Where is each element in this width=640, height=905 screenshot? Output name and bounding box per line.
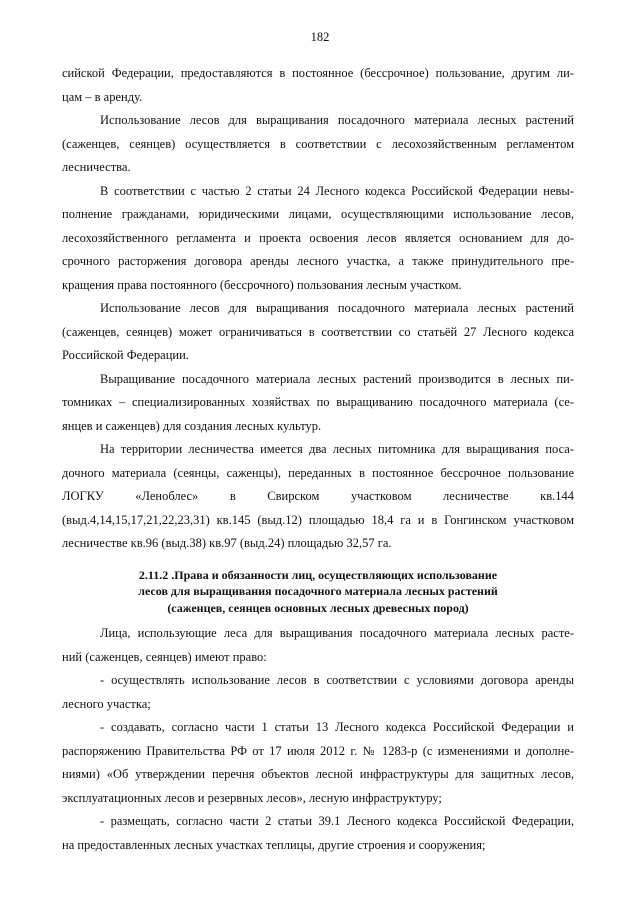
- text-line: лесохозяйственного регламента и проекта освоения лесов является основанием для до-: [62, 230, 574, 245]
- text-line: Выращивание посадочного материала лесных растений производится в лесных пи-: [100, 371, 574, 386]
- text-line: - размещать, согласно части 2 статьи 39.1 Лесного кодекса Российской Федерации,: [100, 814, 574, 828]
- text-line: Использование лесов для выращивания посадочного материала лесных растений: [100, 113, 574, 127]
- section-heading: [62, 556, 574, 623]
- text-line: ниями) «Об утверждении перечня объектов лесной инфраструктуры для защитных лесов,: [62, 767, 574, 781]
- text-line: на предоставленных лесных участках теплицы, другие строения и сооружения;: [62, 837, 486, 852]
- text-line: цам – в аренду.: [62, 89, 143, 104]
- text-line: сийской Федерации, предоставляются в постоянное (бессрочное) пользование, другим ли-: [62, 66, 574, 80]
- section-heading-line: (саженцев, сеянцев основных лесных древесных пород): [167, 600, 469, 615]
- text-line: - создавать, согласно части 1 статьи 13 Лесного кодекса Российской Федерации и: [100, 720, 574, 734]
- section-heading-line: 2.11.2 .Права и обязанности лиц, осуществляющих использование: [138, 567, 498, 582]
- text-line: дочного материала (сеянцы, саженцы), переданных в постоянное бессрочное пользование: [62, 465, 574, 480]
- text-line: срочного расторжения договора аренды лесного участка, а также принудительного пре-: [62, 254, 574, 268]
- body-text-bottom: [62, 622, 574, 857]
- text-line: распоряжению Правительства РФ от 17 июля 2012 г. № 1283-р (с изменениями и дополне-: [62, 743, 574, 758]
- text-line: лесничества.: [62, 160, 131, 174]
- text-line: (саженцев, сеянцев) может ограничиваться в соответствии со статьёй 27 Лесного кодекса: [62, 324, 574, 339]
- text-line: лесного участка;: [62, 696, 151, 711]
- page-body: [62, 62, 574, 857]
- section-heading-line: лесов для выращивания посадочного материала лесных растений: [138, 584, 498, 598]
- text-line: кращения права постоянного (бессрочного) пользования лесным участком.: [62, 277, 462, 292]
- page-number: 182: [310, 30, 330, 44]
- text-line: Лица, использующие леса для выращивания посадочного материала лесных расте-: [100, 626, 574, 640]
- text-line: томниках – специализированных хозяйствах по выращиванию посадочного материала (се-: [62, 395, 574, 409]
- text-line: полнение гражданами, юридическими лицами, осуществляющими использование лесов,: [62, 207, 574, 221]
- text-line: ЛОГКУ «Леноблес» в Свирском участковом лесничестве кв.144: [62, 489, 574, 503]
- text-line: (выд.4,14,15,17,21,22,23,31) кв.145 (выд.12) площадью 18,4 га и в Гонгинском участковом: [62, 512, 574, 527]
- text-line: (саженцев, сеянцев) осуществляется в соответствии с лесохозяйственным регламентом: [62, 136, 574, 151]
- text-line: эксплуатационных лесов и резервных лесов», лесную инфраструктуру;: [62, 790, 442, 805]
- text-line: Использование лесов для выращивания посадочного материала лесных растений: [100, 301, 574, 315]
- text-line: Российской Федерации.: [62, 348, 189, 362]
- text-line: ний (саженцев, сеянцев) имеют право:: [62, 649, 267, 664]
- body-text-top: [62, 62, 574, 556]
- text-line: В соответствии с частью 2 статьи 24 Лесного кодекса Российской Федерации невы-: [100, 183, 574, 198]
- text-line: - осуществлять использование лесов в соответствии с условиями договора аренды: [100, 673, 574, 687]
- text-line: На территории лесничества имеется два лесных питомника для выращивания поса-: [100, 442, 574, 456]
- text-line: янцев и саженцев) для создания лесных культур.: [62, 418, 322, 433]
- text-line: лесничестве кв.96 (выд.38) кв.97 (выд.24) площадью 32,57 га.: [62, 536, 392, 550]
